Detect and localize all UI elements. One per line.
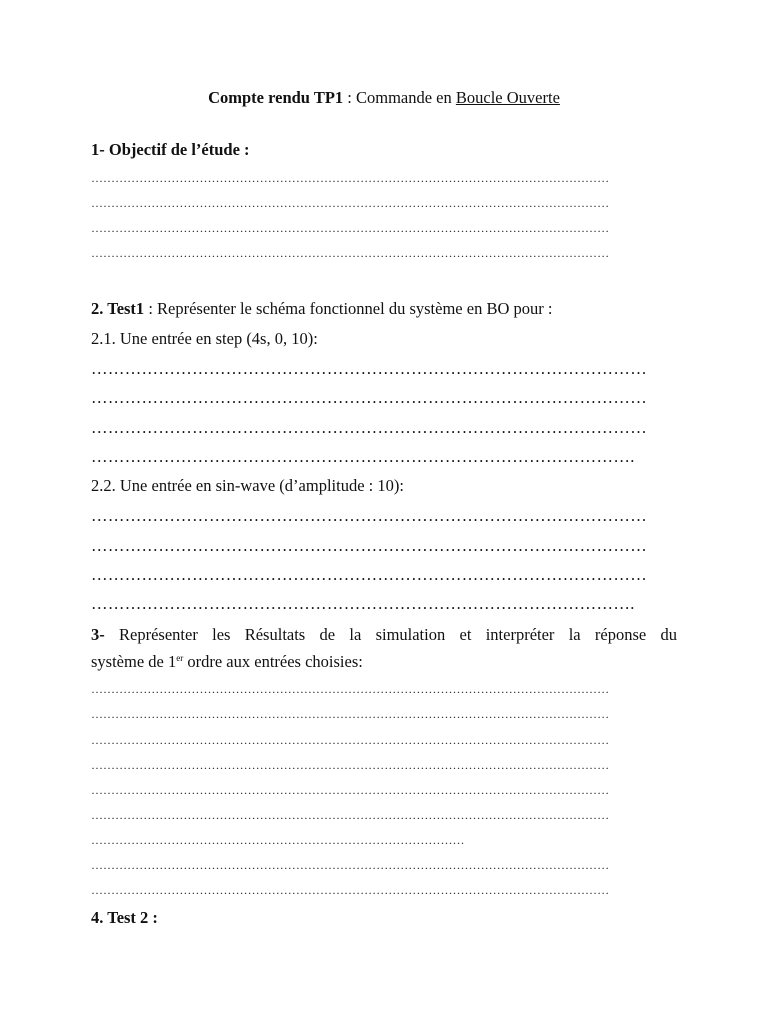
page-title xyxy=(0,88,768,108)
section2-heading-rest: : Représenter le schéma fonctionnel du système en BO pour : xyxy=(144,299,553,318)
section2-dots-line-end: ……………………………………………………………………………………. xyxy=(91,449,635,466)
section1-dots-line: ………………………………………………………………………………………………………………… xyxy=(91,247,610,259)
section1-dots-line: ………………………………………………………………………………………………………………… xyxy=(91,172,610,184)
section3-heading-bold: 3- xyxy=(91,625,105,644)
section4-heading: 4. Test 2 : xyxy=(91,908,158,927)
section3-heading-line2 xyxy=(91,654,363,671)
section3-dots-line: ………………………………………………………………………………………………………………… xyxy=(91,759,610,771)
section3-line2-post: ordre aux entrées choisies: xyxy=(183,652,363,671)
section2-dots-line: ……………………………………………………………………………………… xyxy=(91,361,648,378)
section3-dots-line: ………………………………………………………………………………………………………………… xyxy=(91,809,610,821)
section3-dots-line: ………………………………………………………………………………………………………………… xyxy=(91,683,610,695)
section2-dots-line: ……………………………………………………………………………………… xyxy=(91,420,648,437)
section1-heading: 1- Objectif de l’étude : xyxy=(91,140,250,159)
section3-dots-line: ………………………………………………………………………………………………………………… xyxy=(91,884,610,896)
section3-dots-line-short: ………………………………………………………………………………… xyxy=(91,834,465,846)
section1-dots-line: ………………………………………………………………………………………………………………… xyxy=(91,222,610,234)
title-sep: : Commande en xyxy=(343,88,456,107)
section3-dots-line: ………………………………………………………………………………………………………………… xyxy=(91,859,610,871)
section3-line2-sup: er xyxy=(176,653,184,663)
section2-heading-bold: 2. Test1 xyxy=(91,299,145,318)
section3-dots-line: ………………………………………………………………………………………………………………… xyxy=(91,734,610,746)
section2-dots-line: ……………………………………………………………………………………… xyxy=(91,390,648,407)
section3-heading-line1 xyxy=(91,625,677,645)
section3-dots-line: ………………………………………………………………………………………………………………… xyxy=(91,784,610,796)
title-underlined: Boucle Ouverte xyxy=(455,88,560,107)
section3-line2-pre: système de 1 xyxy=(91,652,177,671)
section2-dots-line: ……………………………………………………………………………………… xyxy=(91,567,648,584)
section2-heading xyxy=(91,301,552,318)
section3-dots-line: ………………………………………………………………………………………………………………… xyxy=(91,708,610,720)
section2-sub2: 2.2. Une entrée en sin-wave (d’amplitude : 10): xyxy=(91,476,404,495)
title-bold: Compte rendu TP1 xyxy=(208,88,344,107)
section3-line1-rest: Représenter les Résultats de la simulation et interpréter la réponse du xyxy=(104,625,677,644)
section2-dots-line: ……………………………………………………………………………………… xyxy=(91,508,648,525)
section2-dots-line: ……………………………………………………………………………………… xyxy=(91,538,648,555)
section1-dots-line: ………………………………………………………………………………………………………………… xyxy=(91,197,610,209)
section2-dots-line-end: ……………………………………………………………………………………. xyxy=(91,596,635,613)
section2-sub1: 2.1. Une entrée en step (4s, 0, 10): xyxy=(91,329,318,348)
